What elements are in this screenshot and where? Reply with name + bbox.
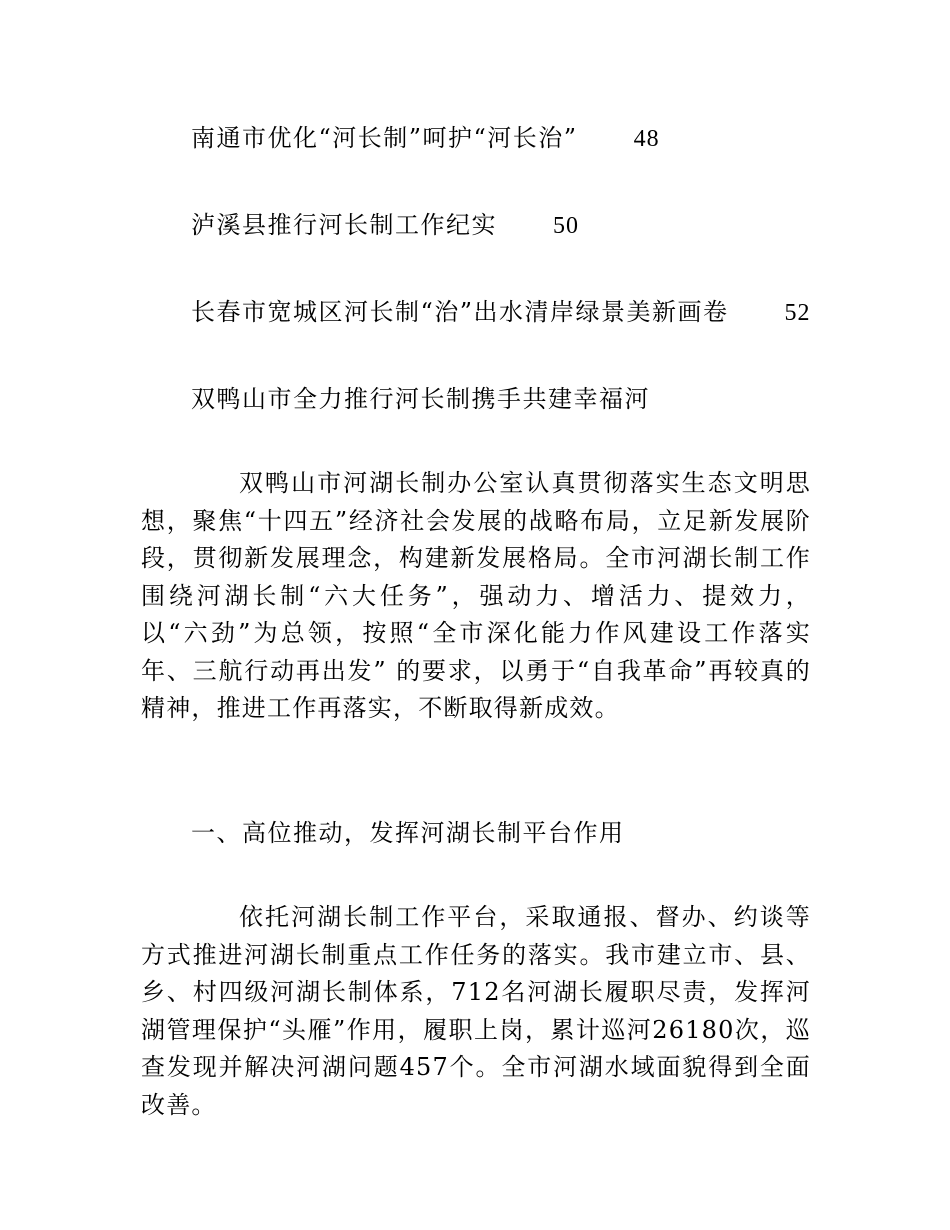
toc-entry-title: 南通市优化“河长制”呵护“河长治”: [191, 124, 578, 152]
toc-entry: [191, 297, 811, 328]
toc-entry-page: 48: [633, 126, 660, 152]
toc-entry: [191, 210, 579, 241]
toc-entry: [191, 123, 660, 154]
toc-entry-title: 泸溪县推行河长制工作纪实: [191, 211, 497, 239]
section-heading: 一、高位推动，发挥河湖长制平台作用: [191, 819, 625, 847]
section-body-paragraph: 依托河湖长制工作平台，采取通报、督办、约谈等方式推进河湖长制重点工作任务的落实。我市建立市、县、乡、村四级河湖长制体系，712名河湖长履职尽责，发挥河湖管理保护“头雁”作用，履职上岗，累计巡河26180次，巡查发现并解决河湖问题457个。全市河湖水域面貌得到全面改善。: [141, 903, 811, 1119]
article-title: 双鸭山市全力推行河长制携手共建幸福河: [191, 385, 650, 413]
article-intro-paragraph: 双鸭山市河湖长制办公室认真贯彻落实生态文明思想，聚焦“十四五”经济社会发展的战略布局，立足新发展阶段，贯彻新发展理念，构建新发展格局。全市河湖长制工作围绕河湖长制“六大任务”，强动力、增活力、提效力，以“六劲”为总领，按照“全市深化能力作风建设工作落实年、三航行动再出发” 的要求，以勇于“自我革命”再较真的精神，推进工作再落实，不断取得新成效。: [141, 469, 811, 722]
toc-entry-page: 50: [553, 213, 579, 239]
toc-entry-page: 52: [784, 300, 811, 326]
toc-entry-title: 长春市宽城区河长制“治”出水清岸绿景美新画卷: [191, 298, 729, 326]
